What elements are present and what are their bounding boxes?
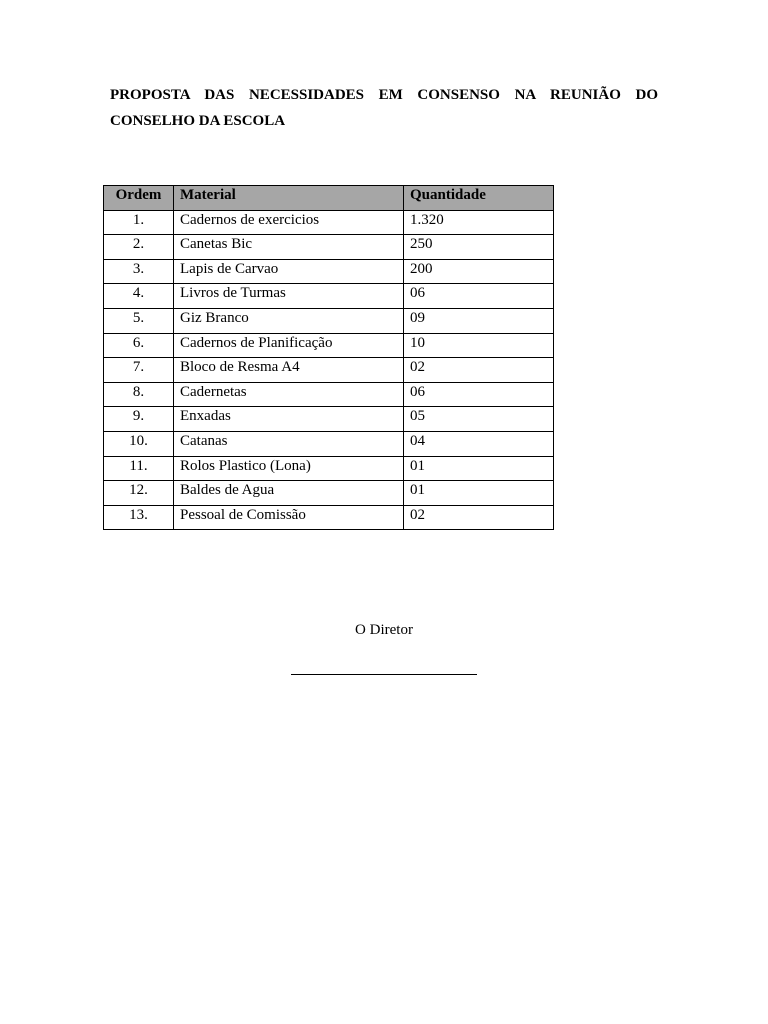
cell-material: Livros de Turmas [174,284,404,309]
cell-ordem: 6. [104,333,174,358]
table-row [104,210,554,235]
table-row [104,284,554,309]
signature-label: O Diretor [355,622,413,638]
cell-quantidade: 01 [404,481,554,506]
document-title: PROPOSTA DAS NECESSIDADES EM CONSENSO NA REUNIÃO DO CONSELHO DA ESCOLA [110,87,658,129]
cell-material: Enxadas [174,407,404,432]
cell-material: Bloco de Resma A4 [174,358,404,383]
cell-material: Cadernos de exercicios [174,210,404,235]
cell-ordem: 3. [104,259,174,284]
table-row [104,481,554,506]
cell-quantidade: 04 [404,431,554,456]
cell-material: Catanas [174,431,404,456]
table-row [104,308,554,333]
cell-quantidade: 05 [404,407,554,432]
table-row [104,456,554,481]
cell-ordem: 1. [104,210,174,235]
cell-material: Lapis de Carvao [174,259,404,284]
cell-material: Baldes de Agua [174,481,404,506]
cell-ordem: 10. [104,431,174,456]
cell-quantidade: 06 [404,382,554,407]
cell-material: Cadernos de Planificação [174,333,404,358]
cell-quantidade: 09 [404,308,554,333]
cell-ordem: 8. [104,382,174,407]
table-row [104,382,554,407]
cell-quantidade: 250 [404,235,554,260]
table-row [104,333,554,358]
needs-table [103,185,554,530]
table-row [104,235,554,260]
cell-ordem: 11. [104,456,174,481]
header-ordem: Ordem [104,186,174,211]
cell-material: Rolos Plastico (Lona) [174,456,404,481]
cell-quantidade: 1.320 [404,210,554,235]
cell-ordem: 4. [104,284,174,309]
cell-quantidade: 06 [404,284,554,309]
cell-quantidade: 01 [404,456,554,481]
table-body [104,210,554,530]
cell-ordem: 13. [104,505,174,530]
cell-ordem: 12. [104,481,174,506]
cell-quantidade: 02 [404,358,554,383]
cell-material: Giz Branco [174,308,404,333]
table-header-row [104,186,554,211]
table-row [104,259,554,284]
cell-quantidade: 02 [404,505,554,530]
table-row [104,505,554,530]
cell-material: Canetas Bic [174,235,404,260]
cell-quantidade: 10 [404,333,554,358]
cell-ordem: 9. [104,407,174,432]
table-row [104,431,554,456]
cell-material: Cadernetas [174,382,404,407]
table-row [104,407,554,432]
cell-ordem: 7. [104,358,174,383]
table-row [104,358,554,383]
cell-quantidade: 200 [404,259,554,284]
cell-ordem: 2. [104,235,174,260]
cell-material: Pessoal de Comissão [174,505,404,530]
header-material: Material [174,186,404,211]
header-quantidade: Quantidade [404,186,554,211]
cell-ordem: 5. [104,308,174,333]
signature-line [291,674,477,675]
